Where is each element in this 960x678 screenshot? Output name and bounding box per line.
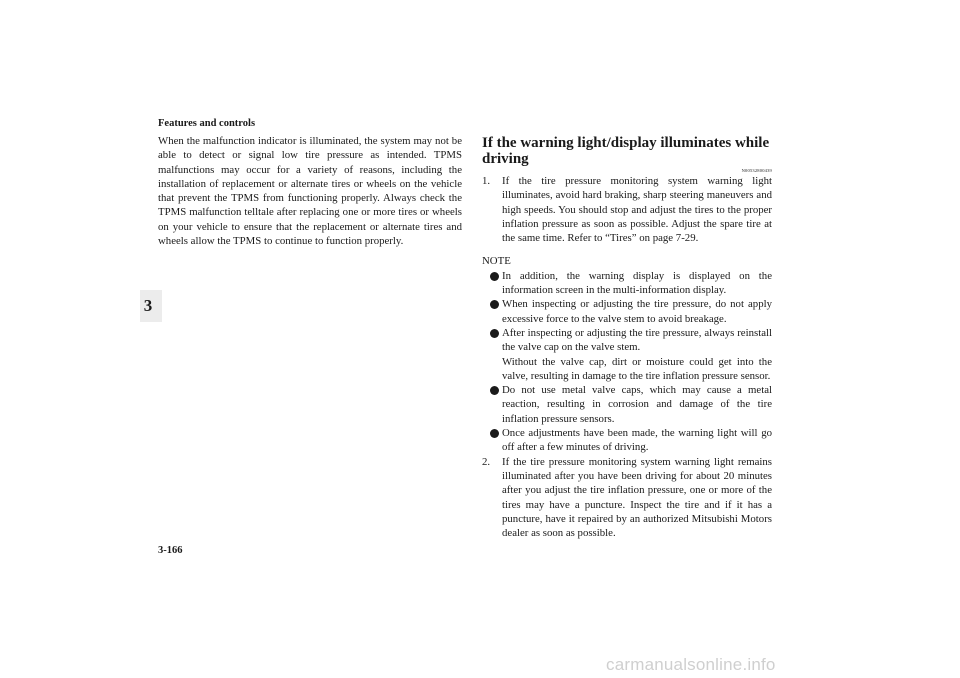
note-text: When inspecting or adjusting the tire pressure, do not apply excessive force to the valve stem to avoid breakage. — [502, 298, 772, 325]
note-text: Once adjustments have been made, the warning light will go off after a few minutes of driving. — [502, 427, 772, 454]
step-text: If the tire pressure monitoring system warning light remains illuminated after you have been driving for about 20 minutes after you adjust the tire inflation pressure, one or more of the tires may have a puncture. Inspect the tire and if it has a puncture, have it repaired by an authorized Mitsubishi Motors dealer as soon as possible. — [502, 455, 772, 540]
note-item — [482, 269, 772, 298]
note-continuation: Without the valve cap, dirt or moisture could get into the valve, resulting in damage to the tire inflation pressure sensor. — [502, 355, 772, 382]
right-column — [482, 136, 772, 540]
watermark: carmanualsonline.info — [606, 655, 776, 674]
note-label: NOTE — [482, 255, 511, 268]
bullet-icon — [490, 429, 499, 438]
chapter-tab — [140, 290, 162, 322]
page-number: 3-166 — [158, 545, 183, 556]
reference-code: N00532800439 — [741, 168, 772, 173]
note-text: Do not use metal valve caps, which may cause a metal reaction, resulting in corrosion and damage of the tire inflation pressure sensors. — [502, 384, 772, 425]
note-text: In addition, the warning display is displayed on the information screen in the multi-information display. — [502, 269, 772, 297]
step-2 — [482, 455, 772, 541]
malfunction-paragraph: When the malfunction indicator is illuminated, the system may not be able to detect or signal low tire pressure as intended. TPMS malfunctions may occur for a variety of reasons, including the installation of replacement or alternate tires or wheels on the vehicle that prevent the TPMS from functioning properly. Always check the TPMS malfunction telltale after replacing one or more tires or wheels on your vehicle to ensure that the replacement or alternate tires and wheels allow the TPMS to continue to function properly. — [158, 135, 462, 248]
section-title: Features and controls — [158, 118, 256, 129]
bullet-icon — [490, 329, 499, 338]
note-item — [482, 383, 772, 426]
step-number: 2. — [482, 455, 491, 468]
note-list — [482, 269, 772, 455]
step-1 — [482, 174, 772, 245]
section-heading: If the warning light/display illuminates while driving — [482, 135, 770, 167]
bullet-icon — [490, 300, 499, 309]
note-item — [482, 297, 772, 326]
note-text: After inspecting or adjusting the tire pressure, always reinstall the valve cap on the valve stem. — [502, 326, 772, 354]
bullet-icon — [490, 272, 499, 281]
note-item — [482, 426, 772, 455]
step-number: 1. — [482, 175, 491, 187]
note-item — [482, 326, 772, 383]
left-column — [158, 134, 462, 248]
step-text: If the tire pressure monitoring system warning light illuminates, avoid hard braking, sharp steering maneuvers and high speeds. You should stop and adjust the tires to the proper inflation pressure as soon as possible. Adjust the spare tire at the same time. Refer to “Tires” on page 7-29. — [502, 175, 772, 245]
bullet-icon — [490, 386, 499, 395]
chapter-number: 3 — [143, 296, 153, 315]
